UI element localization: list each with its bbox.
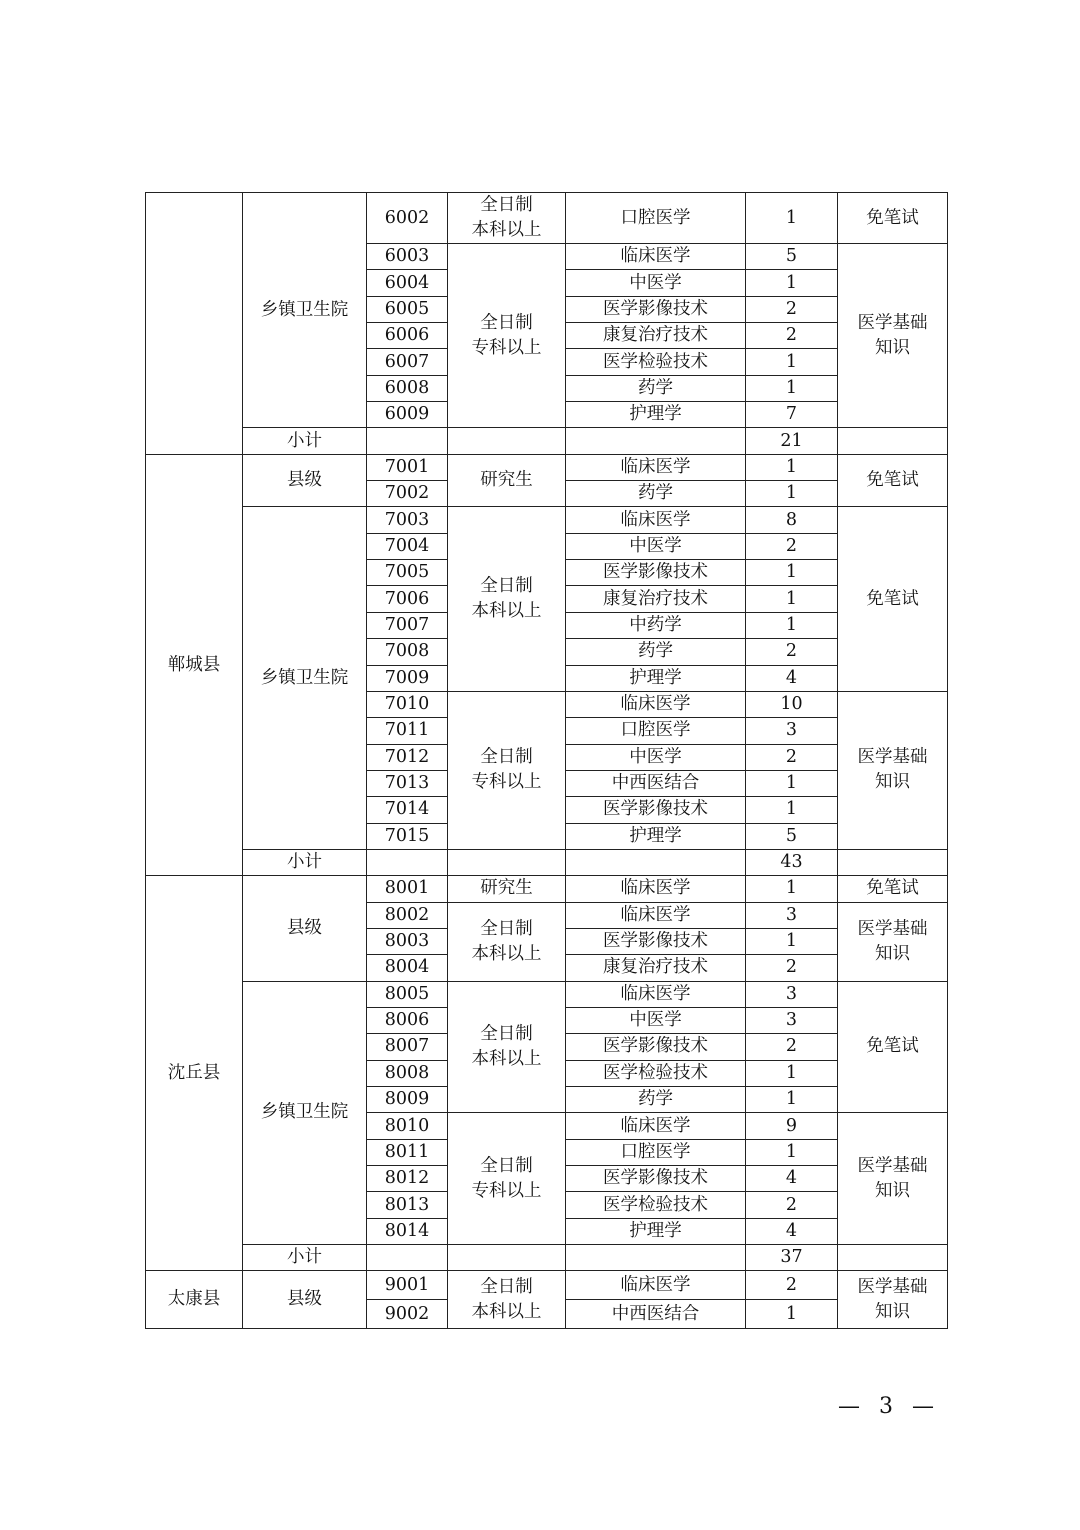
major-cell: 中药学 [566,612,746,638]
post-code-cell: 7009 [367,665,448,691]
headcount-cell: 2 [746,1271,838,1300]
exam-method-cell: 免笔试 [838,876,948,902]
post-code-cell: 6006 [367,323,448,349]
headcount-cell: 1 [746,1139,838,1165]
post-code-cell: 8008 [367,1060,448,1086]
post-code-cell: 6003 [367,244,448,270]
subtotal-empty [566,1245,746,1271]
headcount-cell: 4 [746,665,838,691]
post-code-cell: 9001 [367,1271,448,1300]
education-cell: 全日制 本科以上 [448,193,566,244]
major-cell: 临床医学 [566,1271,746,1300]
level-cell: 乡镇卫生院 [243,193,367,428]
major-cell: 药学 [566,481,746,507]
major-cell: 临床医学 [566,691,746,717]
post-code-cell: 8013 [367,1192,448,1218]
education-cell: 研究生 [448,876,566,902]
post-code-cell: 8009 [367,1087,448,1113]
major-cell: 药学 [566,1087,746,1113]
major-cell: 医学影像技术 [566,797,746,823]
headcount-cell: 1 [746,349,838,375]
major-cell: 康复治疗技术 [566,955,746,981]
post-code-cell: 8007 [367,1034,448,1060]
subtotal-count: 37 [746,1245,838,1271]
page-number: — 3 — [838,1394,940,1419]
subtotal-count: 21 [746,428,838,454]
post-code-cell: 7007 [367,612,448,638]
major-cell: 护理学 [566,665,746,691]
subtotal-empty [838,428,948,454]
post-code-cell: 7010 [367,691,448,717]
headcount-cell: 1 [746,560,838,586]
post-code-cell: 8003 [367,928,448,954]
headcount-cell: 4 [746,1166,838,1192]
headcount-cell: 2 [746,1192,838,1218]
education-cell: 全日制 本科以上 [448,507,566,691]
major-cell: 康复治疗技术 [566,586,746,612]
exam-method-cell: 医学基础 知识 [838,691,948,849]
major-cell: 中医学 [566,533,746,559]
headcount-cell: 3 [746,1007,838,1033]
post-code-cell: 8006 [367,1007,448,1033]
post-code-cell: 7014 [367,797,448,823]
headcount-cell: 1 [746,454,838,480]
post-code-cell: 8005 [367,981,448,1007]
major-cell: 中医学 [566,1007,746,1033]
post-code-cell: 7012 [367,744,448,770]
post-code-cell: 8001 [367,876,448,902]
subtotal-empty [367,849,448,875]
headcount-cell: 1 [746,481,838,507]
major-cell: 中西医结合 [566,1300,746,1329]
post-code-cell: 7003 [367,507,448,533]
post-code-cell: 7002 [367,481,448,507]
headcount-cell: 2 [746,323,838,349]
post-code-cell: 7008 [367,639,448,665]
headcount-cell: 1 [746,797,838,823]
education-cell: 全日制 专科以上 [448,691,566,849]
exam-method-cell: 医学基础 知识 [838,902,948,981]
post-code-cell: 8002 [367,902,448,928]
post-code-cell: 6009 [367,402,448,428]
headcount-cell: 1 [746,270,838,296]
post-code-cell: 8010 [367,1113,448,1139]
major-cell: 护理学 [566,1218,746,1244]
headcount-cell: 3 [746,981,838,1007]
county-cell [146,193,243,455]
subtotal-empty [448,428,566,454]
major-cell: 医学检验技术 [566,1060,746,1086]
exam-method-cell: 免笔试 [838,193,948,244]
headcount-cell: 1 [746,1060,838,1086]
post-code-cell: 9002 [367,1300,448,1329]
level-cell: 县级 [243,876,367,981]
headcount-cell: 2 [746,639,838,665]
table-row [146,981,948,1007]
table-row [146,1271,948,1300]
headcount-cell: 1 [746,928,838,954]
subtotal-empty [367,428,448,454]
county-cell: 沈丘县 [146,876,243,1271]
headcount-cell: 9 [746,1113,838,1139]
post-code-cell: 8014 [367,1218,448,1244]
major-cell: 护理学 [566,402,746,428]
headcount-cell: 1 [746,876,838,902]
subtotal-row [146,849,948,875]
major-cell: 医学影像技术 [566,1166,746,1192]
headcount-cell: 5 [746,244,838,270]
major-cell: 医学检验技术 [566,349,746,375]
post-code-cell: 6005 [367,296,448,322]
major-cell: 医学影像技术 [566,560,746,586]
major-cell: 中医学 [566,744,746,770]
level-cell: 县级 [243,1271,367,1329]
subtotal-empty [448,849,566,875]
headcount-cell: 1 [746,770,838,796]
major-cell: 临床医学 [566,876,746,902]
exam-method-cell: 医学基础 知识 [838,1271,948,1329]
post-code-cell: 8012 [367,1166,448,1192]
exam-method-cell: 免笔试 [838,981,948,1113]
major-cell: 医学影像技术 [566,296,746,322]
major-cell: 临床医学 [566,507,746,533]
major-cell: 口腔医学 [566,718,746,744]
headcount-cell: 1 [746,612,838,638]
headcount-cell: 3 [746,902,838,928]
exam-method-cell: 免笔试 [838,454,948,507]
major-cell: 医学检验技术 [566,1192,746,1218]
level-cell: 县级 [243,454,367,507]
exam-method-cell: 医学基础 知识 [838,244,948,428]
subtotal-empty [838,849,948,875]
subtotal-empty [566,849,746,875]
major-cell: 医学影像技术 [566,1034,746,1060]
headcount-cell: 8 [746,507,838,533]
headcount-cell: 1 [746,375,838,401]
subtotal-row [146,428,948,454]
post-code-cell: 7005 [367,560,448,586]
major-cell: 康复治疗技术 [566,323,746,349]
post-code-cell: 6007 [367,349,448,375]
subtotal-row [146,1245,948,1271]
exam-method-cell: 免笔试 [838,507,948,691]
subtotal-label: 小计 [243,1245,367,1271]
education-cell: 全日制 本科以上 [448,1271,566,1329]
subtotal-empty [448,1245,566,1271]
headcount-cell: 5 [746,823,838,849]
subtotal-label: 小计 [243,849,367,875]
education-cell: 全日制 专科以上 [448,244,566,428]
post-code-cell: 7001 [367,454,448,480]
level-cell: 乡镇卫生院 [243,507,367,849]
headcount-cell: 3 [746,718,838,744]
post-code-cell: 8004 [367,955,448,981]
headcount-cell: 1 [746,1087,838,1113]
county-cell: 太康县 [146,1271,243,1329]
headcount-cell: 2 [746,744,838,770]
subtotal-count: 43 [746,849,838,875]
subtotal-label: 小计 [243,428,367,454]
major-cell: 药学 [566,639,746,665]
post-code-cell: 7011 [367,718,448,744]
headcount-cell: 10 [746,691,838,717]
level-cell: 乡镇卫生院 [243,981,367,1244]
headcount-cell: 2 [746,533,838,559]
major-cell: 医学影像技术 [566,928,746,954]
post-code-cell: 6008 [367,375,448,401]
major-cell: 口腔医学 [566,193,746,244]
headcount-cell: 2 [746,955,838,981]
table-row [146,193,948,244]
headcount-cell: 1 [746,1300,838,1329]
exam-method-cell: 医学基础 知识 [838,1113,948,1245]
table-row [146,454,948,480]
post-code-cell: 8011 [367,1139,448,1165]
major-cell: 临床医学 [566,981,746,1007]
post-code-cell: 6002 [367,193,448,244]
county-cell: 郸城县 [146,454,243,876]
education-cell: 全日制 本科以上 [448,981,566,1113]
major-cell: 临床医学 [566,1113,746,1139]
major-cell: 临床医学 [566,454,746,480]
major-cell: 药学 [566,375,746,401]
education-cell: 全日制 本科以上 [448,902,566,981]
recruitment-table [145,192,948,1329]
education-cell: 研究生 [448,454,566,507]
major-cell: 中医学 [566,270,746,296]
major-cell: 临床医学 [566,902,746,928]
major-cell: 临床医学 [566,244,746,270]
major-cell: 中西医结合 [566,770,746,796]
headcount-cell: 4 [746,1218,838,1244]
subtotal-empty [838,1245,948,1271]
headcount-cell: 7 [746,402,838,428]
post-code-cell: 7006 [367,586,448,612]
major-cell: 口腔医学 [566,1139,746,1165]
headcount-cell: 2 [746,1034,838,1060]
post-code-cell: 7015 [367,823,448,849]
headcount-cell: 1 [746,586,838,612]
table-row [146,507,948,533]
headcount-cell: 2 [746,296,838,322]
post-code-cell: 6004 [367,270,448,296]
education-cell: 全日制 专科以上 [448,1113,566,1245]
subtotal-empty [566,428,746,454]
major-cell: 护理学 [566,823,746,849]
post-code-cell: 7004 [367,533,448,559]
subtotal-empty [367,1245,448,1271]
post-code-cell: 7013 [367,770,448,796]
headcount-cell: 1 [746,193,838,244]
table-row [146,876,948,902]
